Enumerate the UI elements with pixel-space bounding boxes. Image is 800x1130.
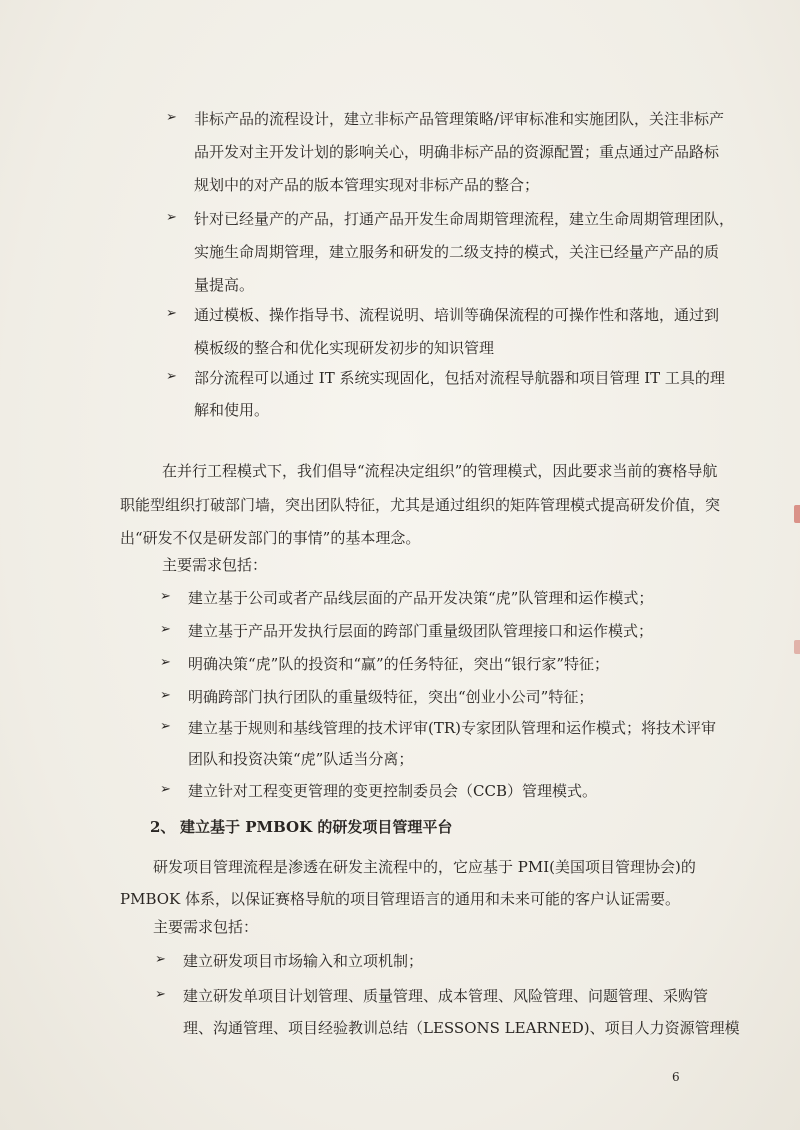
bullet-line: 建立基于规则和基线管理的技术评审(TR)专家团队管理和运作模式；将技术评审 [188, 719, 717, 737]
bullet-arrow-icon: ➢ [160, 655, 171, 670]
bullet-arrow-icon: ➢ [160, 688, 171, 703]
page-number: 6 [672, 1070, 680, 1084]
bullet-line: 品开发对主开发计划的影响关心，明确非标产品的资源配置；重点通过产品路标 [194, 143, 720, 161]
bullet-arrow-icon: ➢ [160, 589, 171, 604]
section-heading [150, 817, 452, 837]
bullet-arrow-icon: ➢ [160, 719, 171, 734]
paragraph-line: 出“研发不仅是研发部门的事情”的基本理念。 [120, 529, 421, 547]
bullet-line: 针对已经量产的产品，打通产品开发生命周期管理流程，建立生命周期管理团队， [194, 210, 735, 228]
bullet-line: 量提高。 [194, 276, 255, 294]
bullet-line: 通过模板、操作指导书、流程说明、培训等确保流程的可操作性和落地，通过到 [194, 306, 720, 324]
bullet-line: 非标产品的流程设计，建立非标产品管理策略/评审标准和实施团队，关注非标产 [194, 110, 725, 128]
section-number: 2、 [150, 818, 176, 836]
bullet-arrow-icon: ➢ [166, 369, 177, 384]
bullet-line: 明确跨部门执行团队的重量级特征，突出“创业小公司”特征； [188, 688, 594, 706]
bullet-line: 模板级的整合和优化实现研发初步的知识管理 [194, 339, 495, 357]
requirements-label: 主要需求包括： [153, 918, 259, 936]
bullet-line: 建立基于公司或者产品线层面的产品开发决策“虎”队管理和运作模式； [188, 589, 654, 607]
bullet-line: 规划中的对产品的版本管理实现对非标产品的整合； [194, 176, 540, 194]
requirements-label: 主要需求包括： [162, 556, 268, 574]
bullet-arrow-icon: ➢ [155, 952, 166, 967]
bullet-line: 团队和投资决策“虎”队适当分离； [188, 750, 414, 768]
bullet-line: 建立基于产品开发执行层面的跨部门重量级团队管理接口和运作模式； [188, 622, 654, 640]
bullet-arrow-icon: ➢ [166, 110, 177, 125]
section-title: 建立基于 PMBOK 的研发项目管理平台 [180, 818, 453, 836]
bullet-line: 部分流程可以通过 IT 系统实现固化，包括对流程导航器和项目管理 IT 工具的理 [194, 369, 725, 387]
paragraph-line: PMBOK 体系，以保证赛格导航的项目管理语言的通用和未来可能的客户认证需要。 [120, 890, 681, 908]
bullet-line: 解和使用。 [194, 401, 270, 419]
paragraph-line: 职能型组织打破部门墙，突出团队特征，尤其是通过组织的矩阵管理模式提高研发价值，突 [120, 496, 721, 514]
paragraph-line: 研发项目管理流程是渗透在研发主流程中的，它应基于 PMI(美国项目管理协会)的 [153, 858, 696, 876]
bullet-arrow-icon: ➢ [155, 987, 166, 1002]
red-seal-edge-mark-faint [794, 640, 800, 654]
bullet-line: 建立研发单项目计划管理、质量管理、成本管理、风险管理、问题管理、采购管 [183, 987, 709, 1005]
bullet-arrow-icon: ➢ [160, 622, 171, 637]
bullet-line: 建立针对工程变更管理的变更控制委员会（CCB）管理模式。 [188, 782, 597, 800]
red-seal-edge-mark [794, 505, 800, 523]
bullet-line: 建立研发项目市场输入和立项机制； [183, 952, 424, 970]
bullet-arrow-icon: ➢ [160, 782, 171, 797]
bullet-line: 实施生命周期管理，建立服务和研发的二级支持的模式，关注已经量产产品的质 [194, 243, 720, 261]
paragraph-line: 在并行工程模式下，我们倡导“流程决定组织”的管理模式，因此要求当前的赛格导航 [162, 462, 718, 480]
bullet-line: 明确决策“虎”队的投资和“赢”的任务特征，突出“银行家”特征； [188, 655, 610, 673]
bullet-arrow-icon: ➢ [166, 306, 177, 321]
bullet-arrow-icon: ➢ [166, 210, 177, 225]
bullet-line: 理、沟通管理、项目经验教训总结（LESSONS LEARNED)、项目人力资源管理模 [183, 1019, 740, 1037]
